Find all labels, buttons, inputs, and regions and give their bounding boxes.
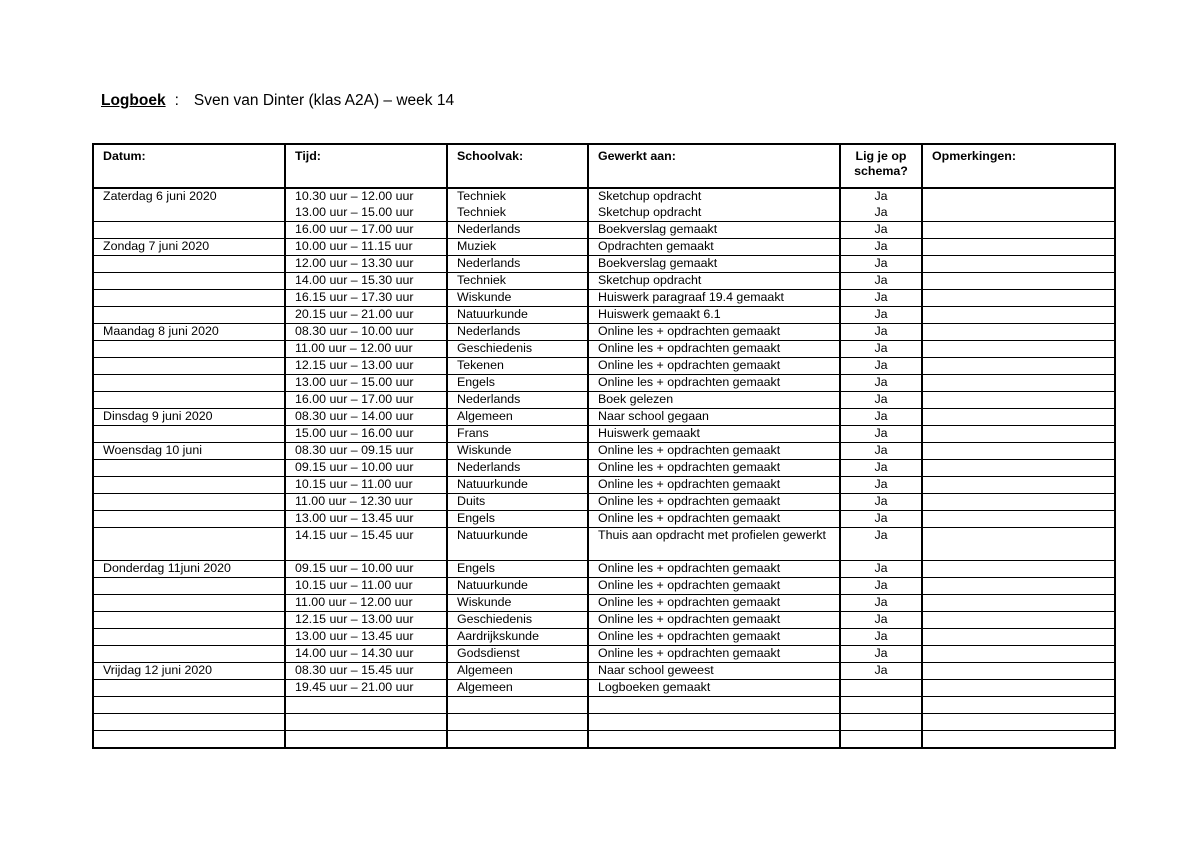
table-row — [93, 460, 1115, 477]
cell-opm — [922, 629, 1115, 646]
cell-opm — [922, 307, 1115, 324]
cell-vak: Geschiedenis — [447, 612, 588, 629]
cell-opm — [922, 680, 1115, 697]
table-row — [93, 612, 1115, 629]
cell-opm — [922, 494, 1115, 511]
cell-gewerkt: Online les + opdrachten gemaakt — [588, 511, 840, 528]
cell-tijd: 20.15 uur – 21.00 uur — [285, 307, 447, 324]
cell-vak: Engels — [447, 511, 588, 528]
cell-schema: Ja — [840, 239, 922, 256]
cell-gewerkt: Sketchup opdracht — [588, 205, 840, 222]
cell-opm — [922, 663, 1115, 680]
cell-gewerkt: Huiswerk paragraaf 19.4 gemaakt — [588, 290, 840, 307]
cell-vak: Nederlands — [447, 392, 588, 409]
cell-tijd: 11.00 uur – 12.00 uur — [285, 341, 447, 358]
cell-datum — [93, 578, 285, 595]
cell-opm — [922, 205, 1115, 222]
table-row — [93, 646, 1115, 663]
cell-schema: Ja — [840, 477, 922, 494]
cell-gewerkt: Huiswerk gemaakt 6.1 — [588, 307, 840, 324]
table-body — [93, 188, 1115, 748]
cell-vak: Nederlands — [447, 324, 588, 341]
cell-vak: Techniek — [447, 205, 588, 222]
cell-gewerkt: Online les + opdrachten gemaakt — [588, 460, 840, 477]
cell-gewerkt: Sketchup opdracht — [588, 273, 840, 290]
cell-datum: Maandag 8 juni 2020 — [93, 324, 285, 341]
cell-vak — [447, 697, 588, 714]
table-row — [93, 205, 1115, 222]
cell-schema: Ja — [840, 511, 922, 528]
cell-opm — [922, 188, 1115, 205]
table-row — [93, 714, 1115, 731]
table-row — [93, 222, 1115, 239]
cell-opm — [922, 375, 1115, 392]
table-row — [93, 324, 1115, 341]
cell-gewerkt: Online les + opdrachten gemaakt — [588, 494, 840, 511]
cell-gewerkt: Boekverslag gemaakt — [588, 222, 840, 239]
cell-gewerkt — [588, 714, 840, 731]
cell-vak: Engels — [447, 375, 588, 392]
cell-datum — [93, 528, 285, 561]
cell-opm — [922, 612, 1115, 629]
cell-schema: Ja — [840, 256, 922, 273]
cell-schema — [840, 714, 922, 731]
cell-datum — [93, 307, 285, 324]
cell-gewerkt: Naar school gegaan — [588, 409, 840, 426]
cell-opm — [922, 561, 1115, 578]
table-row — [93, 188, 1115, 205]
table-row — [93, 290, 1115, 307]
cell-schema: Ja — [840, 375, 922, 392]
cell-vak: Engels — [447, 561, 588, 578]
cell-vak: Tekenen — [447, 358, 588, 375]
cell-opm — [922, 409, 1115, 426]
cell-datum — [93, 460, 285, 477]
cell-gewerkt: Boek gelezen — [588, 392, 840, 409]
cell-tijd: 08.30 uur – 09.15 uur — [285, 443, 447, 460]
cell-datum — [93, 290, 285, 307]
cell-vak: Nederlands — [447, 222, 588, 239]
cell-tijd: 10.15 uur – 11.00 uur — [285, 477, 447, 494]
cell-gewerkt: Online les + opdrachten gemaakt — [588, 629, 840, 646]
cell-vak: Wiskunde — [447, 443, 588, 460]
cell-schema: Ja — [840, 205, 922, 222]
cell-datum: Woensdag 10 juni — [93, 443, 285, 460]
table-row — [93, 273, 1115, 290]
cell-tijd: 11.00 uur – 12.00 uur — [285, 595, 447, 612]
cell-opm — [922, 443, 1115, 460]
table-row — [93, 494, 1115, 511]
cell-datum — [93, 511, 285, 528]
cell-schema — [840, 731, 922, 749]
header-gewerkt: Gewerkt aan: — [588, 144, 840, 188]
cell-datum — [93, 477, 285, 494]
cell-datum: Vrijdag 12 juni 2020 — [93, 663, 285, 680]
cell-datum — [93, 205, 285, 222]
table-row — [93, 629, 1115, 646]
header-schema: Lig je op schema? — [840, 144, 922, 188]
cell-tijd: 10.30 uur – 12.00 uur — [285, 188, 447, 205]
cell-datum — [93, 494, 285, 511]
cell-gewerkt: Online les + opdrachten gemaakt — [588, 375, 840, 392]
table-row — [93, 663, 1115, 680]
cell-vak: Algemeen — [447, 409, 588, 426]
cell-gewerkt: Online les + opdrachten gemaakt — [588, 341, 840, 358]
cell-gewerkt: Online les + opdrachten gemaakt — [588, 324, 840, 341]
cell-opm — [922, 392, 1115, 409]
cell-gewerkt: Online les + opdrachten gemaakt — [588, 477, 840, 494]
cell-tijd: 14.15 uur – 15.45 uur — [285, 528, 447, 561]
cell-tijd: 16.00 uur – 17.00 uur — [285, 222, 447, 239]
cell-schema: Ja — [840, 494, 922, 511]
cell-tijd: 13.00 uur – 15.00 uur — [285, 375, 447, 392]
cell-datum — [93, 697, 285, 714]
page-title — [101, 92, 454, 110]
table-row — [93, 528, 1115, 561]
table-row — [93, 426, 1115, 443]
cell-opm — [922, 273, 1115, 290]
cell-schema: Ja — [840, 646, 922, 663]
cell-schema: Ja — [840, 392, 922, 409]
cell-schema: Ja — [840, 595, 922, 612]
cell-opm — [922, 324, 1115, 341]
table-row — [93, 392, 1115, 409]
cell-tijd: 11.00 uur – 12.30 uur — [285, 494, 447, 511]
table-row — [93, 561, 1115, 578]
cell-schema: Ja — [840, 290, 922, 307]
cell-datum — [93, 629, 285, 646]
cell-tijd: 09.15 uur – 10.00 uur — [285, 561, 447, 578]
cell-datum: Dinsdag 9 juni 2020 — [93, 409, 285, 426]
cell-tijd — [285, 731, 447, 749]
cell-vak: Techniek — [447, 188, 588, 205]
cell-gewerkt: Online les + opdrachten gemaakt — [588, 578, 840, 595]
cell-schema: Ja — [840, 629, 922, 646]
cell-opm — [922, 511, 1115, 528]
table-row — [93, 697, 1115, 714]
cell-vak: Muziek — [447, 239, 588, 256]
cell-gewerkt: Online les + opdrachten gemaakt — [588, 358, 840, 375]
cell-gewerkt: Boekverslag gemaakt — [588, 256, 840, 273]
cell-tijd: 14.00 uur – 15.30 uur — [285, 273, 447, 290]
cell-gewerkt — [588, 731, 840, 749]
cell-vak: Natuurkunde — [447, 528, 588, 561]
cell-opm — [922, 341, 1115, 358]
table-row — [93, 443, 1115, 460]
table-header-row — [93, 144, 1115, 188]
cell-vak: Algemeen — [447, 680, 588, 697]
cell-datum — [93, 646, 285, 663]
cell-tijd: 12.00 uur – 13.30 uur — [285, 256, 447, 273]
cell-vak: Natuurkunde — [447, 477, 588, 494]
cell-schema — [840, 680, 922, 697]
cell-vak: Godsdienst — [447, 646, 588, 663]
cell-vak: Frans — [447, 426, 588, 443]
title-subtitle: Sven van Dinter (klas A2A) – week 14 — [193, 92, 455, 109]
cell-tijd: 13.00 uur – 13.45 uur — [285, 629, 447, 646]
cell-tijd — [285, 697, 447, 714]
cell-gewerkt: Online les + opdrachten gemaakt — [588, 561, 840, 578]
cell-tijd: 08.30 uur – 10.00 uur — [285, 324, 447, 341]
cell-tijd: 15.00 uur – 16.00 uur — [285, 426, 447, 443]
cell-tijd: 12.15 uur – 13.00 uur — [285, 358, 447, 375]
cell-schema: Ja — [840, 426, 922, 443]
cell-tijd: 10.15 uur – 11.00 uur — [285, 578, 447, 595]
cell-gewerkt — [588, 697, 840, 714]
cell-schema: Ja — [840, 612, 922, 629]
cell-schema: Ja — [840, 358, 922, 375]
cell-schema: Ja — [840, 273, 922, 290]
cell-tijd — [285, 714, 447, 731]
cell-datum — [93, 256, 285, 273]
cell-opm — [922, 731, 1115, 749]
cell-tijd: 12.15 uur – 13.00 uur — [285, 612, 447, 629]
table-row — [93, 358, 1115, 375]
cell-schema: Ja — [840, 443, 922, 460]
title-separator: : — [174, 92, 179, 109]
header-tijd: Tijd: — [285, 144, 447, 188]
cell-tijd: 13.00 uur – 15.00 uur — [285, 205, 447, 222]
table-row — [93, 239, 1115, 256]
cell-tijd: 16.00 uur – 17.00 uur — [285, 392, 447, 409]
cell-datum — [93, 341, 285, 358]
cell-gewerkt: Online les + opdrachten gemaakt — [588, 646, 840, 663]
cell-vak — [447, 714, 588, 731]
cell-vak: Duits — [447, 494, 588, 511]
cell-opm — [922, 646, 1115, 663]
header-opmerkingen: Opmerkingen: — [922, 144, 1115, 188]
cell-gewerkt: Naar school geweest — [588, 663, 840, 680]
cell-opm — [922, 222, 1115, 239]
cell-opm — [922, 714, 1115, 731]
cell-schema: Ja — [840, 528, 922, 561]
table-row — [93, 375, 1115, 392]
cell-tijd: 09.15 uur – 10.00 uur — [285, 460, 447, 477]
cell-vak — [447, 731, 588, 749]
cell-datum — [93, 612, 285, 629]
cell-datum — [93, 222, 285, 239]
table-row — [93, 341, 1115, 358]
cell-schema: Ja — [840, 663, 922, 680]
cell-gewerkt: Huiswerk gemaakt — [588, 426, 840, 443]
cell-opm — [922, 358, 1115, 375]
cell-opm — [922, 239, 1115, 256]
cell-opm — [922, 528, 1115, 561]
cell-vak: Wiskunde — [447, 290, 588, 307]
cell-gewerkt: Sketchup opdracht — [588, 188, 840, 205]
cell-schema: Ja — [840, 222, 922, 239]
cell-datum: Zondag 7 juni 2020 — [93, 239, 285, 256]
table-row — [93, 595, 1115, 612]
table-row — [93, 680, 1115, 697]
cell-schema: Ja — [840, 188, 922, 205]
cell-tijd: 13.00 uur – 13.45 uur — [285, 511, 447, 528]
cell-gewerkt: Online les + opdrachten gemaakt — [588, 612, 840, 629]
table-row — [93, 307, 1115, 324]
cell-opm — [922, 477, 1115, 494]
cell-schema: Ja — [840, 307, 922, 324]
cell-datum — [93, 392, 285, 409]
header-datum: Datum: — [93, 144, 285, 188]
cell-datum — [93, 680, 285, 697]
cell-opm — [922, 426, 1115, 443]
cell-vak: Natuurkunde — [447, 578, 588, 595]
cell-opm — [922, 460, 1115, 477]
cell-tijd: 16.15 uur – 17.30 uur — [285, 290, 447, 307]
cell-gewerkt: Logboeken gemaakt — [588, 680, 840, 697]
cell-tijd: 10.00 uur – 11.15 uur — [285, 239, 447, 256]
cell-datum — [93, 426, 285, 443]
cell-datum: Zaterdag 6 juni 2020 — [93, 188, 285, 205]
cell-opm — [922, 578, 1115, 595]
cell-vak: Natuurkunde — [447, 307, 588, 324]
cell-schema: Ja — [840, 460, 922, 477]
cell-schema: Ja — [840, 578, 922, 595]
title-label: Logboek — [101, 92, 166, 109]
table-row — [93, 578, 1115, 595]
cell-datum — [93, 375, 285, 392]
cell-schema: Ja — [840, 409, 922, 426]
cell-datum — [93, 273, 285, 290]
cell-opm — [922, 595, 1115, 612]
cell-vak: Nederlands — [447, 256, 588, 273]
cell-schema — [840, 697, 922, 714]
cell-tijd: 19.45 uur – 21.00 uur — [285, 680, 447, 697]
cell-vak: Aardrijkskunde — [447, 629, 588, 646]
cell-tijd: 08.30 uur – 14.00 uur — [285, 409, 447, 426]
table-row — [93, 256, 1115, 273]
table-row — [93, 409, 1115, 426]
cell-gewerkt: Opdrachten gemaakt — [588, 239, 840, 256]
cell-vak: Wiskunde — [447, 595, 588, 612]
cell-schema: Ja — [840, 324, 922, 341]
cell-opm — [922, 697, 1115, 714]
cell-datum — [93, 714, 285, 731]
cell-opm — [922, 290, 1115, 307]
cell-gewerkt: Online les + opdrachten gemaakt — [588, 443, 840, 460]
cell-gewerkt: Thuis aan opdracht met profielen gewerkt — [588, 528, 840, 561]
cell-datum — [93, 731, 285, 749]
cell-schema: Ja — [840, 341, 922, 358]
header-schoolvak: Schoolvak: — [447, 144, 588, 188]
cell-vak: Geschiedenis — [447, 341, 588, 358]
cell-tijd: 08.30 uur – 15.45 uur — [285, 663, 447, 680]
table-row — [93, 731, 1115, 749]
cell-gewerkt: Online les + opdrachten gemaakt — [588, 595, 840, 612]
cell-datum — [93, 358, 285, 375]
cell-tijd: 14.00 uur – 14.30 uur — [285, 646, 447, 663]
table-row — [93, 477, 1115, 494]
table-row — [93, 511, 1115, 528]
cell-vak: Nederlands — [447, 460, 588, 477]
cell-datum — [93, 595, 285, 612]
cell-schema: Ja — [840, 561, 922, 578]
cell-vak: Techniek — [447, 273, 588, 290]
logbook-table — [92, 143, 1116, 749]
cell-vak: Algemeen — [447, 663, 588, 680]
cell-datum: Donderdag 11juni 2020 — [93, 561, 285, 578]
cell-opm — [922, 256, 1115, 273]
